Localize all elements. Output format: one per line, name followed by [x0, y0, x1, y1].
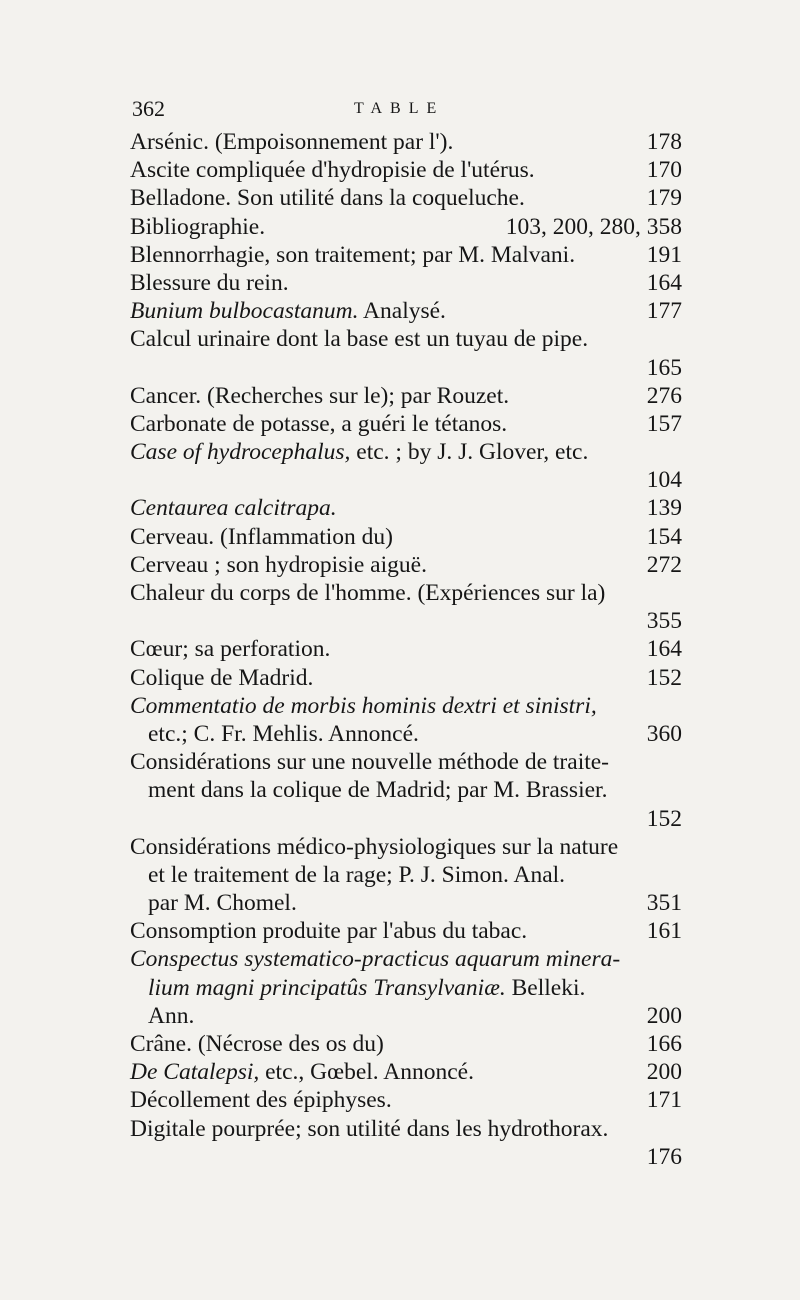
entry-page-ref: 355 [646, 608, 682, 635]
entry-description: Calcul urinaire dont la base est un tuyau de pipe. [130, 326, 589, 353]
entry-description: Chaleur du corps de l'homme. (Expériences sur la) [130, 580, 606, 606]
index-entry [130, 466, 682, 494]
entry-text [130, 1058, 474, 1086]
entry-italic-title: Centaurea calcitrapa. [130, 495, 337, 522]
entry-text [130, 325, 588, 353]
entry-text [130, 1030, 384, 1058]
entry-text [130, 551, 427, 579]
index-entry [130, 720, 682, 748]
entry-description: etc., Gœbel. Annoncé. [259, 1059, 474, 1086]
entry-description: Considérations médico-physiologiques sur la nature [130, 833, 619, 860]
index-entry [130, 861, 682, 889]
entry-description: Belladone. Son utilité dans la coqueluche. [130, 185, 525, 212]
index-entries [130, 128, 682, 1171]
index-entry [130, 579, 682, 607]
entry-page-ref: 164 [646, 269, 682, 296]
entry-description: ment dans la colique de Madrid; par M. Brassier. [148, 777, 608, 804]
entry-page-ref: 139 [646, 495, 682, 522]
entry-page-ref: 360 [646, 720, 682, 747]
index-entry [130, 805, 682, 833]
index-entry [130, 297, 682, 325]
entry-italic-title: lium magni principatûs Transylvaniæ. [148, 974, 506, 1001]
index-entry [130, 523, 682, 551]
entry-description: et le traitement de la rage; P. J. Simon. Anal. [148, 861, 566, 888]
entry-page-ref: 104 [646, 467, 682, 494]
index-entry [130, 917, 682, 945]
index-entry [130, 128, 682, 156]
entry-text [130, 748, 609, 776]
index-entry [130, 382, 682, 410]
entry-text [148, 974, 585, 1002]
index-entry [130, 1002, 682, 1030]
index-entry [130, 156, 682, 184]
index-entry [130, 889, 682, 917]
index-entry [130, 354, 682, 382]
index-entry [130, 325, 682, 353]
entry-description: Bibliographie. [130, 213, 266, 240]
entry-page-ref: 165 [646, 354, 682, 381]
index-entry [130, 1058, 682, 1086]
entry-page-ref: 177 [646, 298, 682, 325]
entry-text [130, 635, 330, 663]
entry-text [130, 241, 575, 269]
entry-text [130, 184, 525, 212]
index-entry [130, 438, 682, 466]
entry-page-ref: 200 [646, 1059, 682, 1086]
entry-text [130, 128, 453, 156]
index-entry [130, 410, 682, 438]
entry-page-ref: 351 [646, 890, 682, 917]
entry-page-ref: 154 [646, 523, 682, 550]
page-header [132, 96, 682, 126]
entry-page-ref: 191 [646, 241, 682, 268]
entry-page-ref: 171 [646, 1087, 682, 1114]
entry-text [130, 297, 446, 325]
entry-page-ref: 272 [646, 551, 682, 578]
entry-page-ref: 164 [646, 636, 682, 663]
entry-italic-title: Bunium bulbocastanum. [130, 298, 359, 325]
entry-text [148, 1002, 194, 1030]
index-entry [130, 494, 682, 522]
index-entry [130, 833, 682, 861]
entry-page-ref: 276 [646, 382, 682, 409]
entry-text [130, 156, 535, 184]
entry-description: Cœur; sa perforation. [130, 636, 331, 663]
entry-text [148, 720, 419, 748]
entry-text [130, 213, 265, 241]
index-entry [130, 635, 682, 663]
entry-italic-title: Case of hydrocephalus, [130, 439, 351, 466]
entry-text [148, 861, 565, 889]
entry-text [130, 523, 393, 551]
entry-description: Considérations sur une nouvelle méthode de traite- [130, 749, 610, 776]
entry-italic-title: Conspectus systematico-practicus aquarum minera- [130, 946, 621, 973]
entry-italic-title: De Catalepsi, [130, 1059, 260, 1086]
entry-description: Consomption produite par l'abus du tabac. [130, 918, 528, 945]
entry-page-ref: 152 [646, 664, 682, 691]
index-entry [130, 776, 682, 804]
entry-description: Arsénic. (Empoisonnement par l'). [130, 129, 454, 155]
entry-description: Cerveau. (Inflammation du) [130, 523, 393, 550]
entry-description: Analysé. [358, 298, 446, 325]
entry-page-ref: 157 [646, 410, 682, 437]
index-entry [130, 213, 682, 241]
entry-page-ref: 166 [646, 1031, 682, 1057]
entry-text [130, 269, 289, 297]
entry-description: Cerveau ; son hydropisie aiguë. [130, 551, 427, 578]
entry-description: par M. Chomel. [148, 890, 297, 917]
index-entry [130, 551, 682, 579]
entry-description: Ann. [148, 1002, 195, 1029]
entry-page-ref: 161 [646, 918, 682, 945]
running-title: TABLE [354, 100, 445, 117]
page-number: 362 [132, 96, 165, 121]
entry-description: Carbonate de potasse, a guéri le tétanos. [130, 410, 508, 437]
index-entry [130, 1086, 682, 1114]
entry-text [130, 382, 509, 410]
entry-text [130, 917, 527, 945]
entry-description: etc. ; by J. J. Glover, etc. [350, 439, 589, 466]
entry-description: Ascite compliquée d'hydropisie de l'utérus. [130, 157, 535, 184]
entry-page-ref: 178 [646, 129, 682, 155]
index-entry [130, 945, 682, 973]
entry-text [130, 579, 605, 607]
entry-text [130, 1086, 392, 1114]
entry-text [130, 945, 620, 973]
entry-description: Décollement des épiphyses. [130, 1087, 392, 1114]
index-entry [130, 1030, 682, 1058]
index-entry [130, 241, 682, 269]
entry-text [130, 664, 313, 692]
entry-italic-title: Commentatio de morbis hominis dextri et sinistri, [130, 692, 597, 719]
entry-description: Blennorrhagie, son traitement; par M. Malvani. [130, 241, 576, 268]
entry-description: Blessure du rein. [130, 269, 289, 296]
entry-text [130, 692, 597, 720]
entry-text [130, 438, 588, 466]
index-entry [130, 664, 682, 692]
index-entry [130, 184, 682, 212]
index-entry [130, 269, 682, 297]
entry-description: Digitale pourprée; son utilité dans les hydrothorax. [130, 1115, 609, 1142]
entry-text [148, 776, 607, 804]
entry-text [130, 833, 618, 861]
entry-description: Colique de Madrid. [130, 664, 314, 691]
entry-text [130, 1115, 608, 1143]
entry-page-ref: 176 [646, 1143, 682, 1170]
entry-description: Belleki. [505, 974, 586, 1001]
entry-description: etc.; C. Fr. Mehlis. Annoncé. [148, 720, 419, 747]
entry-description: Cancer. (Recherches sur le); par Rouzet. [130, 382, 510, 409]
entry-page-ref: 152 [646, 805, 682, 832]
index-entry [130, 1115, 682, 1143]
index-entry [130, 692, 682, 720]
index-entry [130, 607, 682, 635]
entry-page-ref: 200 [646, 1002, 682, 1029]
entry-description: Crâne. (Nécrose des os du) [130, 1031, 384, 1057]
entry-page-ref: 103, 200, 280, 358 [505, 213, 682, 240]
entry-text [148, 889, 297, 917]
entry-text [130, 410, 507, 438]
index-entry [130, 1143, 682, 1171]
index-entry [130, 748, 682, 776]
entry-text [130, 494, 337, 522]
entry-page-ref: 179 [646, 185, 682, 212]
entry-page-ref: 170 [646, 157, 682, 184]
index-entry [130, 974, 682, 1002]
